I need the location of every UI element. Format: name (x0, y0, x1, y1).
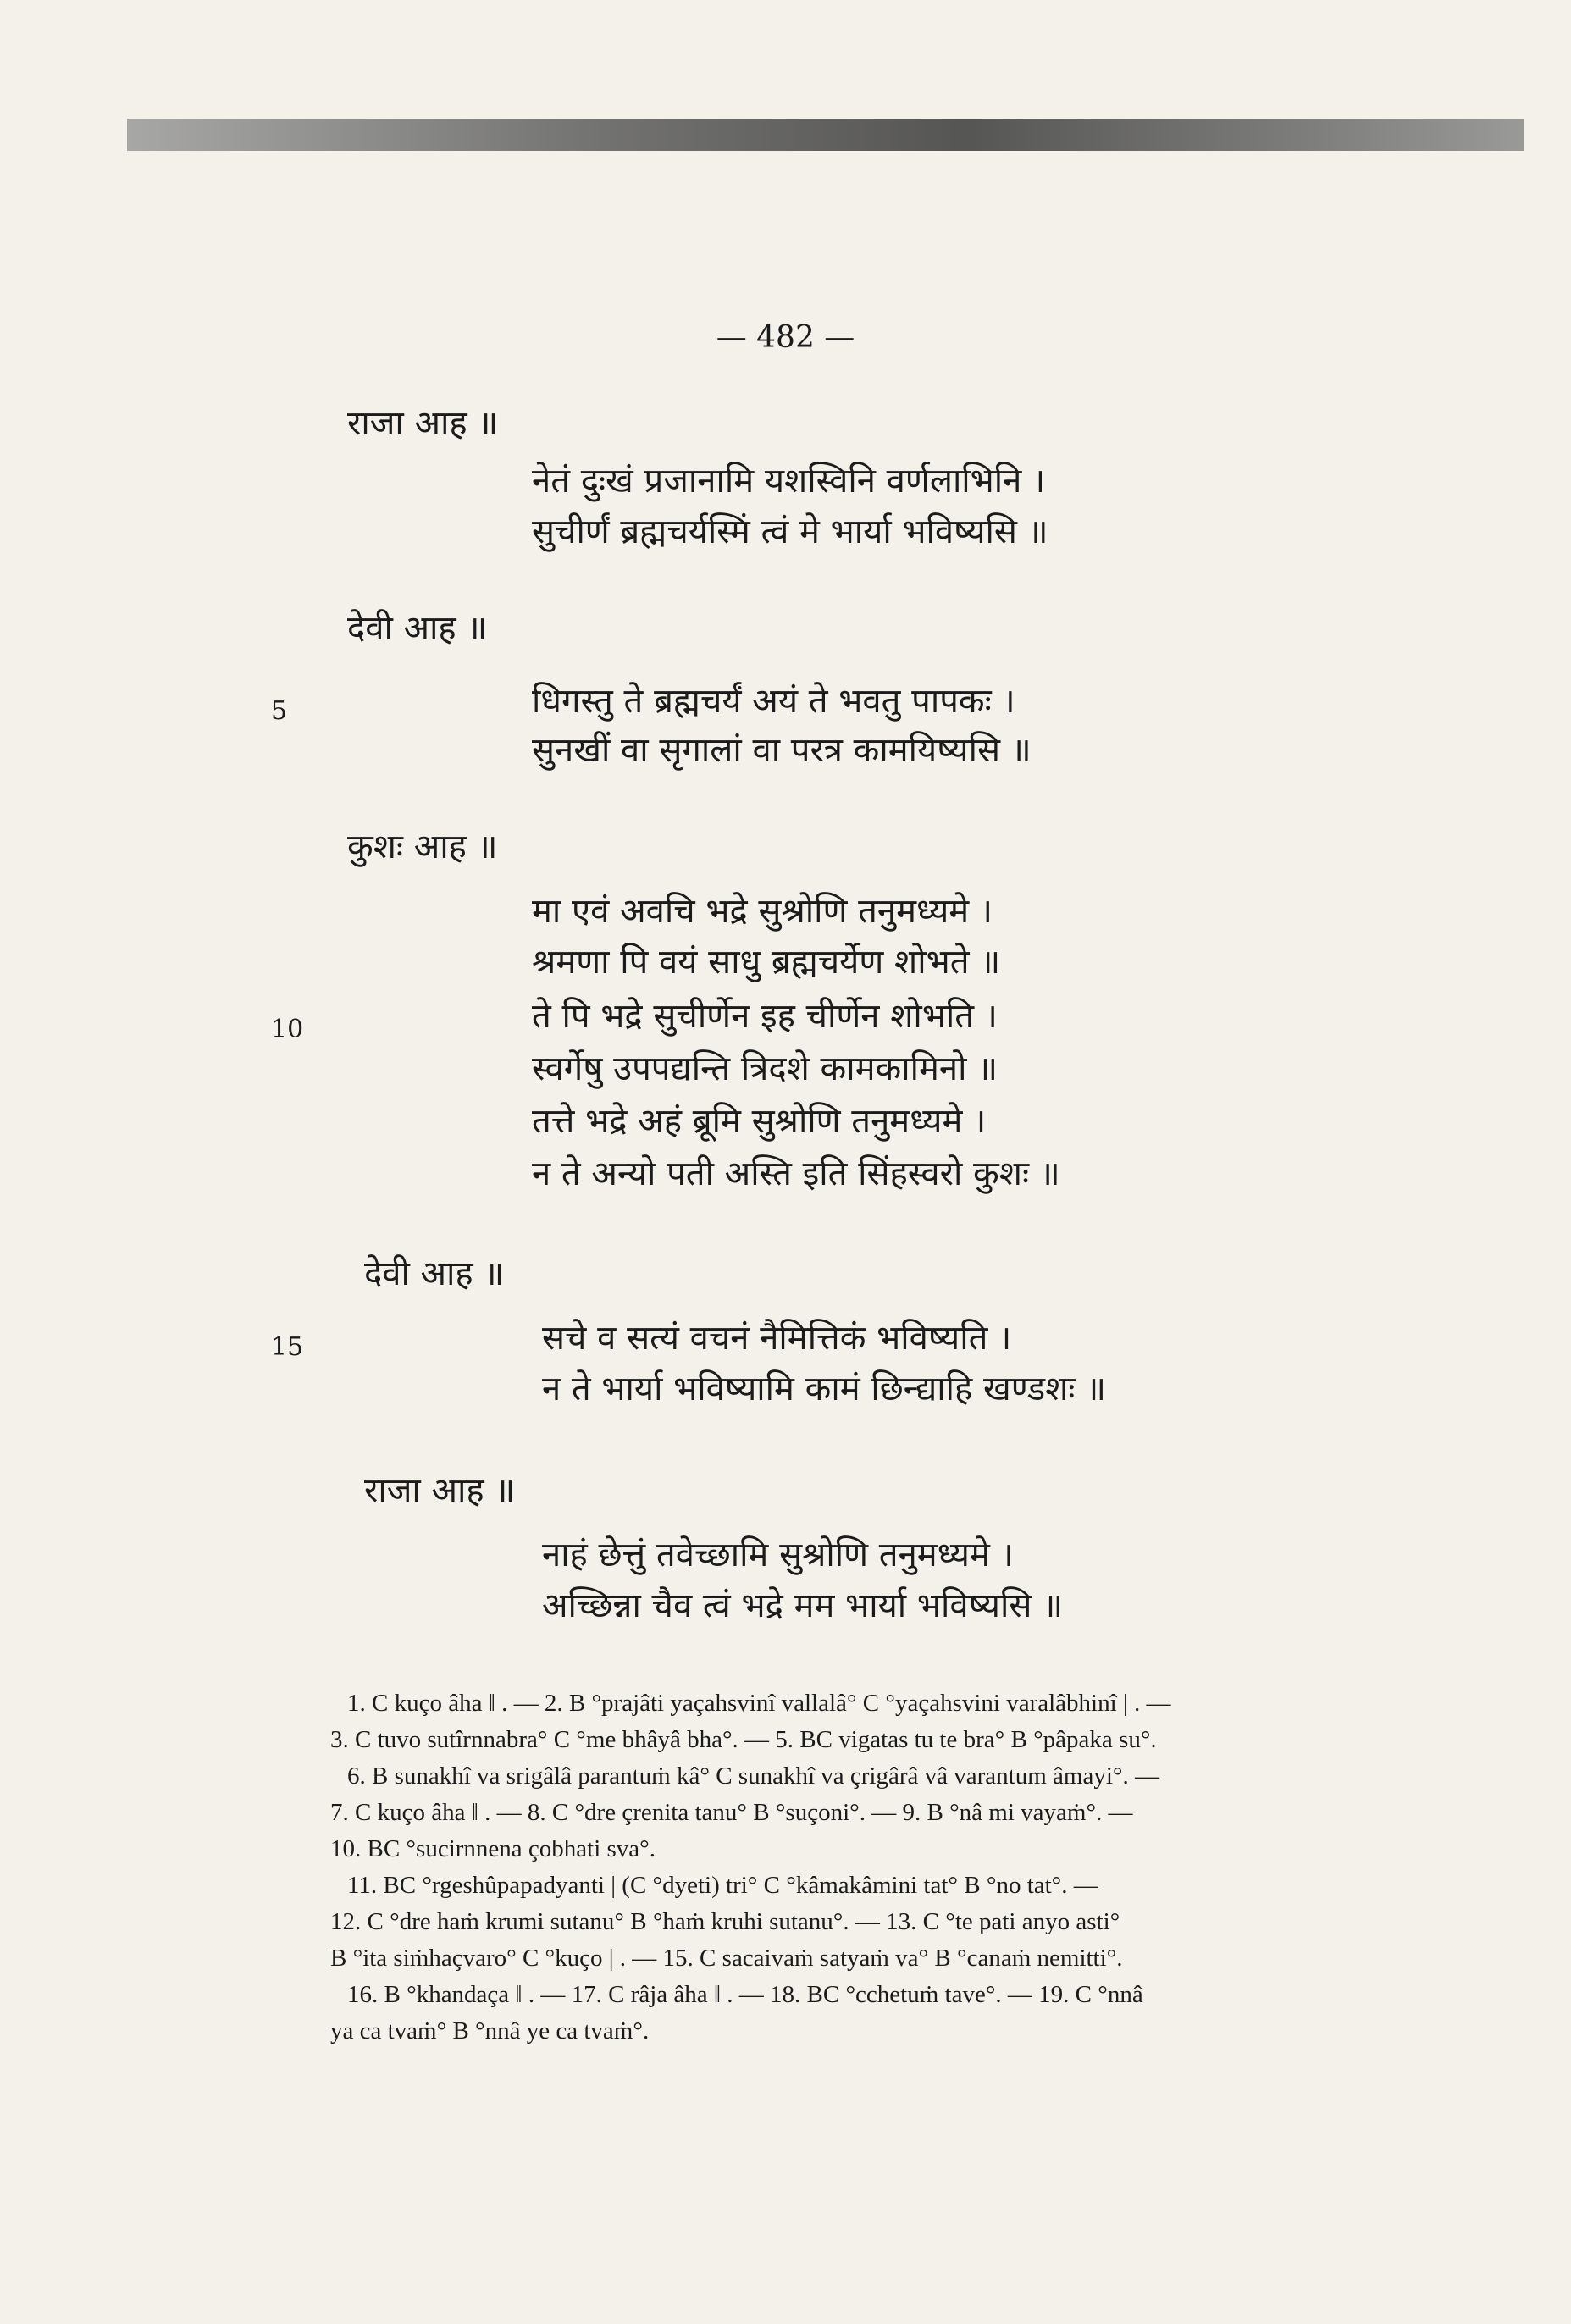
verse-line: सुचीर्णं ब्रह्मचर्यस्मिं त्वं मे भार्या भविष्यसि ॥ (532, 512, 1048, 551)
speaker-label: देवी आह ॥ (364, 1254, 505, 1293)
footnote-line: 12. C °dre haṁ krumi sutanu° B °haṁ kruhi sutanu°. — 13. C °te pati anyo asti° (330, 1908, 1120, 1935)
verse-line: तत्ते भद्रे अहं ब्रूमि सुश्रोणि तनुमध्यमे । (532, 1102, 987, 1141)
verse-line: सुनखीं वा सृगालां वा परत्र कामयिष्यसि ॥ (532, 731, 1032, 770)
verse-line: श्रमणा पि वयं साधु ब्रह्मचर्येण शोभते ॥ (532, 943, 1001, 982)
scan-edge-bar (127, 119, 1524, 151)
footnote-line: B °ita siṁhaçvaro° C °kuço | . — 15. C sacaivaṁ satyaṁ va° B °canaṁ nemitti°. (330, 1945, 1123, 1972)
verse-line: स्वर्गेषु उपपद्यन्ति त्रिदशे कामकामिनो ॥ (532, 1049, 998, 1088)
speaker-label: कुशः आह ॥ (347, 827, 498, 866)
verse-line: नेतं दुःखं प्रजानामि यशस्विनि वर्णलाभिनि । (532, 462, 1046, 501)
page-number: — 482 — (716, 320, 855, 355)
verse-line: अच्छिन्ना चैव त्वं भद्रे मम भार्या भविष्यसि ॥ (542, 1586, 1064, 1625)
verse-line: सचे व सत्यं वचनं नैमित्तिकं भविष्यति । (542, 1319, 1012, 1358)
footnote-line: 11. BC °rgeshûpapadyanti | (C °dyeti) tri° C °kâmakâmini tat° B °no tat°. — (347, 1872, 1098, 1899)
verse-line: न ते अन्यो पती अस्ति इति सिंहस्वरो कुशः ॥ (532, 1154, 1060, 1193)
verse-line: नाहं छेत्तुं तवेच्छामि सुश्रोणि तनुमध्यमे । (542, 1536, 1014, 1574)
verse-line: मा एवं अवचि भद्रे सुश्रोणि तनुमध्यमे । (532, 892, 993, 931)
footnote-line: ya ca tvaṁ° B °nnâ ye ca tvaṁ°. (330, 2017, 650, 2045)
footnote-line: 1. C kuço âha ‖ . — 2. B °prajâti yaçahsvinî vallalâ° C °yaçahsvini varalâbhinî | . — (347, 1690, 1171, 1717)
speaker-label: राजा आह ॥ (347, 404, 499, 443)
footnotes (330, 1685, 1431, 2050)
line-number: 10 (271, 1015, 304, 1044)
speaker-label: राजा आह ॥ (364, 1471, 516, 1510)
footnote-line: 7. C kuço âha ‖ . — 8. C °dre çrenita tanu° B °suçoni°. — 9. B °nâ mi vayaṁ°. — (330, 1799, 1133, 1826)
verse-line: न ते भार्या भविष्यामि कामं छिन्द्याहि खण्डशः ॥ (542, 1370, 1107, 1408)
speaker-label: देवी आह ॥ (347, 609, 488, 648)
verse-line: ते पि भद्रे सुचीर्णेन इह चीर्णेन शोभति । (532, 997, 998, 1036)
footnote-line: 6. B sunakhî va srigâlâ parantuṁ kâ° C sunakhî va çrigârâ vâ varantum âmayi°. — (347, 1762, 1159, 1790)
footnote-line: 10. BC °sucirnnena çobhati sva°. (330, 1835, 656, 1862)
footnote-line: 16. B °khandaça ‖ . — 17. C râja âha ‖ . — 18. BC °cchetuṁ tave°. — 19. C °nnâ (347, 1981, 1143, 2008)
verse-line: धिगस्तु ते ब्रह्मचर्यं अयं ते भवतु पापकः । (532, 682, 1015, 721)
line-number: 5 (271, 696, 288, 726)
line-number: 15 (271, 1332, 304, 1362)
footnote-line: 3. C tuvo sutîrnnabra° C °me bhâyâ bha°. — 5. BC vigatas tu te bra° B °pâpaka su°. (330, 1726, 1157, 1753)
